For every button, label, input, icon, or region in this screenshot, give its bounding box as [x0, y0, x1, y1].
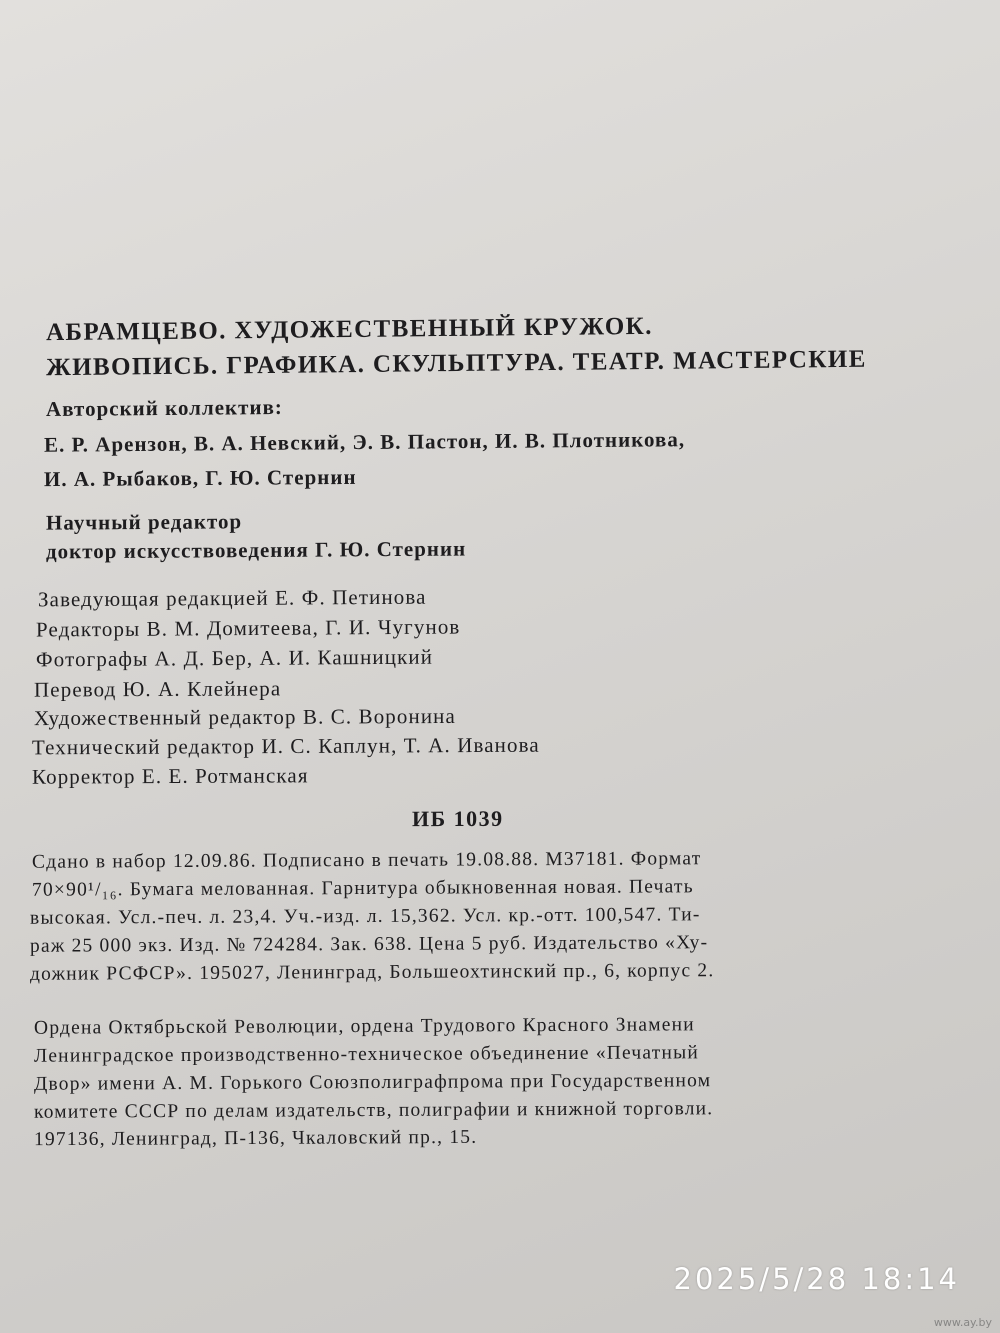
- printer-line: Ордена Октябрьской Революции, ордена Трудового Красного Знамени: [33, 1014, 695, 1039]
- print-details-line: 70×90¹/₁₆. Бумага мелованная. Гарнитура обыкновенная новая. Печать: [31, 876, 694, 901]
- site-watermark: www.ay.by: [933, 1316, 992, 1329]
- staff-line: Художественный редактор В. С. Воронина: [33, 703, 456, 731]
- printer-line: Двор» имени А. М. Горького Союзполиграфпрома при Государственном: [33, 1070, 712, 1095]
- printer-line: комитете СССР по делам издательств, полиграфии и книжной торговли.: [33, 1098, 714, 1123]
- book-title-line-2: ЖИВОПИСЬ. ГРАФИКА. СКУЛЬПТУРА. ТЕАТР. МАСТЕРСКИЕ: [45, 345, 867, 382]
- staff-line: Корректор Е. Е. Ротманская: [31, 763, 309, 789]
- authors-line-2: И. А. Рыбаков, Г. Ю. Стернин: [43, 464, 357, 492]
- staff-line: Технический редактор И. С. Каплун, Т. А. Иванова: [31, 732, 540, 760]
- authors-line-1: Е. Р. Арензон, В. А. Невский, Э. В. Пастон, И. В. Плотникова,: [43, 427, 686, 457]
- print-details-line: Сдано в набор 12.09.86. Подписано в печать 19.08.88. М37181. Формат: [31, 848, 702, 873]
- staff-line: Фотографы А. Д. Бер, А. И. Кашницкий: [35, 644, 434, 672]
- print-details-line: дожник РСФСР». 195027, Ленинград, Большеохтинский пр., 6, корпус 2.: [29, 960, 715, 985]
- staff-line: Перевод Ю. А. Клейнера: [33, 676, 282, 702]
- print-details-line: высокая. Усл.-печ. л. 23,4. Уч.-изд. л. 15,362. Усл. кр.-отт. 100,547. Ти-: [29, 904, 701, 929]
- staff-line: Редакторы В. М. Домитеева, Г. И. Чугунов: [35, 614, 461, 642]
- staff-line: Заведующая редакцией Е. Ф. Петинова: [37, 584, 427, 612]
- scientific-editor-label: Научный редактор: [45, 509, 243, 535]
- photo-timestamp: 2025/5/28 18:14: [673, 1262, 960, 1296]
- authors-label: Авторский коллектив:: [45, 394, 283, 422]
- book-title-line-1: АБРАМЦЕВО. ХУДОЖЕСТВЕННЫЙ КРУЖОК.: [45, 312, 653, 347]
- printer-line: 197136, Ленинград, П-136, Чкаловский пр., 15.: [33, 1126, 478, 1151]
- scientific-editor-name: доктор искусствоведения Г. Ю. Стернин: [45, 536, 467, 564]
- printer-line: Ленинградское производственно-техническое объединение «Печатный: [33, 1042, 700, 1067]
- ib-number: ИБ 1039: [411, 805, 504, 832]
- print-details-line: раж 25 000 экз. Изд. № 724284. Зак. 638. Цена 5 руб. Издательство «Ху-: [29, 932, 709, 957]
